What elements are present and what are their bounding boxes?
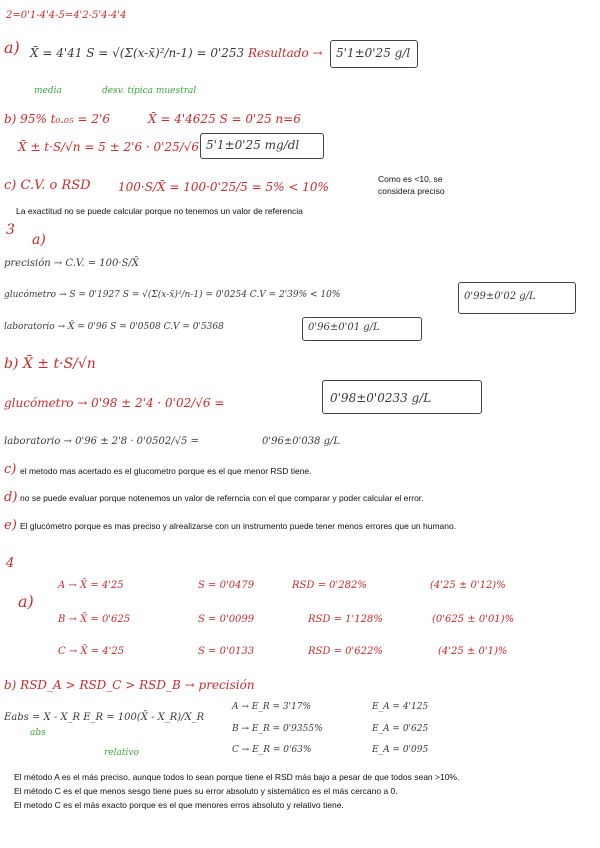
q2-a-green-note-1: media (34, 86, 62, 96)
q3-c-text: el metodo mas acertado es el glucometro porque es el que menor RSD tiene. (20, 466, 312, 476)
q4-row-c-ci: (4'25 ± 0'1)% (438, 646, 508, 657)
q4-green-note-1: abs (30, 728, 46, 738)
q4-err-a-method: A → E_R = 3'17% (232, 702, 312, 712)
q4-row-c-method: C → X̄ = 4'25 (58, 646, 125, 657)
q3-c-label: c) (4, 462, 17, 477)
q2-a-label: a) (4, 38, 20, 57)
q4-err-c-eabs: E_A = 0'095 (372, 745, 429, 755)
q2-a-result-value: 5'1±0'25 g/l (336, 46, 411, 60)
q4-err-c-method: C → E_R = 0'63% (232, 745, 312, 755)
header-line: 2=0'1-4'4-5=4'2-5'4-4'4 (6, 10, 127, 21)
q4-err-b-eabs: E_A = 0'625 (372, 724, 429, 734)
q4-row-b-s: S = 0'0099 (198, 614, 255, 625)
q3-d-label: d) (4, 490, 18, 505)
q3-a-label: a) (32, 232, 46, 248)
q3-b-label: b) X̄ ± t·S/√n (4, 356, 96, 372)
q2-a-formula: X̄ = 4'41 S = √(Σ(x-x̄)²/n-1) = 0'253 (30, 46, 245, 60)
q4-row-a-rsd: RSD = 0'282% (292, 580, 367, 591)
q2-b-formula: X̄ ± t·S/√n = 5 ± 2'6 · 0'25/√6 (18, 140, 200, 154)
q4-conclusion-2: El método C es el que menos sesgo tiene pues su error absoluto y sistemático es el más cercano a 0. (14, 786, 398, 796)
q3-number: 3 (6, 222, 15, 238)
q3-laboratorio-result: 0'96±0'01 g/L (308, 322, 380, 333)
q4-row-b-rsd: RSD = 1'128% (308, 614, 383, 625)
q3-laboratorio-ci-result: 0'96±0'038 g/L (262, 436, 341, 447)
q2-c-note: Como es <10, se considera preciso (378, 174, 445, 196)
q2-b-result-value: 5'1±0'25 mg/dl (206, 138, 300, 152)
q3-e-text: El glucómetro porque es mas preciso y alrealizarse con un instrumento puede tener menos errores que un humano. (20, 521, 457, 531)
q4-err-b-method: B → E_R = 0'9355% (232, 724, 323, 734)
q4-row-b-method: B → X̄ = 0'625 (58, 614, 131, 625)
q4-green-note-2: relativo (104, 748, 139, 758)
q4-row-a-s: S = 0'0479 (198, 580, 255, 591)
q3-d-text: no se puede evaluar porque notenemos un valor de referncia con el que comparar y poder calcular el error. (20, 493, 424, 503)
q4-row-c-rsd: RSD = 0'622% (308, 646, 383, 657)
q4-b-label: b) RSD_A > RSD_C > RSD_B → precisión (4, 678, 255, 692)
q3-laboratorio-line: laboratorio → X̄ = 0'96 S = 0'0508 C.V = 0'5368 (4, 322, 224, 332)
q2-c-formula: 100·S/X̄ = 100·0'25/5 = 5% < 10% (118, 180, 329, 194)
q4-row-c-s: S = 0'0133 (198, 646, 255, 657)
q2-b-label: b) 95% t₀.₀₅ = 2'6 (4, 112, 110, 126)
q4-error-formula: Eabs = X - X_R E_R = 100(X̄ - X_R)/X_R (4, 712, 205, 723)
q2-c-label: c) C.V. o RSD (4, 178, 91, 193)
q4-conclusion-1: El método A es el más preciso, aunque todos lo sean porque tiene el RSD más bajo a pesar de que todos sean >10%. (14, 772, 460, 782)
q3-precision-line: precisión → C.V. = 100·S/X̄ (4, 258, 139, 269)
q2-b-values: X̄ = 4'4625 S = 0'25 n=6 (148, 112, 301, 126)
q4-row-b-ci: (0'625 ± 0'01)% (432, 614, 515, 625)
q3-glucometro-ci-result: 0'98±0'0233 g/L (330, 391, 432, 405)
q3-laboratorio-ci: laboratorio → 0'96 ± 2'8 · 0'0502/√5 = (4, 436, 199, 447)
q4-err-a-eabs: E_A = 4'125 (372, 702, 429, 712)
q4-a-label: a) (18, 592, 34, 611)
q3-glucometro-ci: glucómetro → 0'98 ± 2'4 · 0'02/√6 = (4, 396, 225, 410)
q3-e-label: e) (4, 518, 17, 533)
q4-number: 4 (6, 556, 15, 571)
q2-exactitud-note: La exactitud no se puede calcular porque no tenemos un valor de referencia (16, 206, 303, 216)
q3-glucometro-line: glucómetro → S = 0'1927 S = √(Σ(x-x̄)²/n-1) = 0'0254 C.V = 2'39% < 10% (4, 290, 341, 300)
q3-glucometro-result: 0'99±0'02 g/L (464, 291, 536, 302)
q4-conclusion-3: El metodo C es el más exacto porque es el que menores erros absoluto y relativo tiene. (14, 800, 344, 810)
q4-row-a-method: A → X̄ = 4'25 (58, 580, 124, 591)
q2-a-result-label: Resultado → (248, 46, 323, 60)
q2-a-green-note-2: desv. típica muestral (102, 86, 197, 96)
q4-row-a-ci: (4'25 ± 0'12)% (430, 580, 506, 591)
